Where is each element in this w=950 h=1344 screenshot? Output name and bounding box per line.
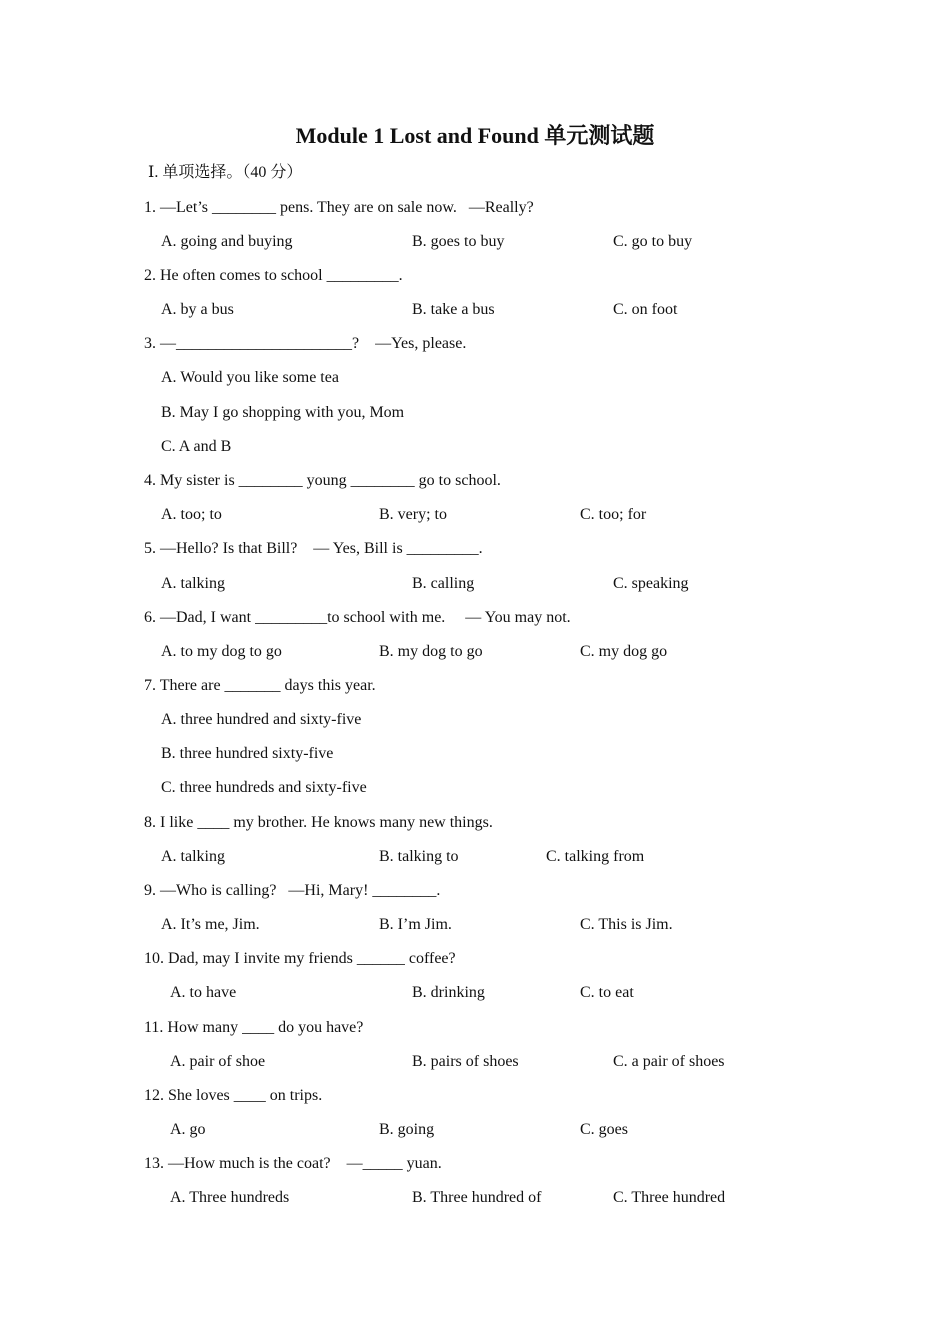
question-6-option-a: A. to my dog to go — [161, 643, 282, 660]
question-8-option-b: B. talking to — [379, 848, 459, 865]
question-10-option-a: A. to have — [170, 984, 237, 1001]
question-13-option-c: C. Three hundred — [613, 1189, 726, 1206]
question-5-option-a: A. talking — [161, 575, 225, 592]
question-1-option-a: A. going and buying — [161, 233, 293, 250]
question-9-stem: 9. —Who is calling? —Hi, Mary! ________. — [144, 882, 441, 899]
question-3-option-a: A. Would you like some tea — [161, 369, 339, 386]
question-4-option-c: C. too; for — [580, 506, 647, 523]
question-1-stem: 1. —Let’s ________ pens. They are on sale now. —Really? — [144, 199, 534, 216]
question-2-option-a: A. by a bus — [161, 301, 234, 318]
question-8-option-a: A. talking — [161, 848, 225, 865]
question-6-option-c: C. my dog go — [580, 643, 668, 660]
question-9-option-a: A. It’s me, Jim. — [161, 916, 260, 933]
question-12-option-a: A. go — [170, 1121, 206, 1138]
question-4-stem: 4. My sister is ________ young ________ go to school. — [144, 472, 501, 489]
question-4-option-a: A. too; to — [161, 506, 222, 523]
question-13-option-b: B. Three hundred of — [412, 1189, 542, 1206]
page-title: Module 1 Lost and Found 单元测试题 — [295, 123, 655, 148]
section-heading: Ⅰ. 单项选择。（40 分） — [148, 164, 303, 181]
question-8-option-c: C. talking from — [546, 848, 645, 865]
question-2-stem: 2. He often comes to school _________. — [144, 267, 403, 284]
question-3-option-c: C. A and B — [161, 438, 232, 455]
question-12-stem: 12. She loves ____ on trips. — [144, 1087, 323, 1104]
question-11-option-b: B. pairs of shoes — [412, 1053, 519, 1070]
question-7-stem: 7. There are _______ days this year. — [144, 677, 376, 694]
question-9-option-c: C. This is Jim. — [580, 916, 673, 933]
question-1-option-b: B. goes to buy — [412, 233, 505, 250]
question-8-stem: 8. I like ____ my brother. He knows many new things. — [144, 814, 493, 831]
question-7-option-a: A. three hundred and sixty-five — [161, 711, 362, 728]
question-11-stem: 11. How many ____ do you have? — [144, 1019, 364, 1036]
question-6-option-b: B. my dog to go — [379, 643, 483, 660]
question-5-stem: 5. —Hello? Is that Bill? — Yes, Bill is _________. — [144, 540, 483, 557]
question-11-option-c: C. a pair of shoes — [613, 1053, 725, 1070]
question-4-option-b: B. very; to — [379, 506, 447, 523]
question-12-option-c: C. goes — [580, 1121, 628, 1138]
question-10-stem: 10. Dad, may I invite my friends ______ coffee? — [144, 950, 456, 967]
question-2-option-c: C. on foot — [613, 301, 678, 318]
question-6-stem: 6. —Dad, I want _________to school with me. — You may not. — [144, 609, 571, 626]
question-7-option-b: B. three hundred sixty-five — [161, 745, 334, 762]
question-5-option-b: B. calling — [412, 575, 475, 592]
question-2-option-b: B. take a bus — [412, 301, 495, 318]
question-5-option-c: C. speaking — [613, 575, 689, 592]
question-7-option-c: C. three hundreds and sixty-five — [161, 779, 367, 796]
question-10-option-c: C. to eat — [580, 984, 634, 1001]
question-13-option-a: A. Three hundreds — [170, 1189, 290, 1206]
question-12-option-b: B. going — [379, 1121, 435, 1138]
question-11-option-a: A. pair of shoe — [170, 1053, 266, 1070]
question-10-option-b: B. drinking — [412, 984, 485, 1001]
question-13-stem: 13. —How much is the coat? —_____ yuan. — [144, 1155, 442, 1172]
question-1-option-c: C. go to buy — [613, 233, 693, 250]
question-3-option-b: B. May I go shopping with you, Mom — [161, 404, 405, 421]
question-9-option-b: B. I’m Jim. — [379, 916, 452, 933]
question-3-stem: 3. —______________________? —Yes, please. — [144, 335, 467, 352]
